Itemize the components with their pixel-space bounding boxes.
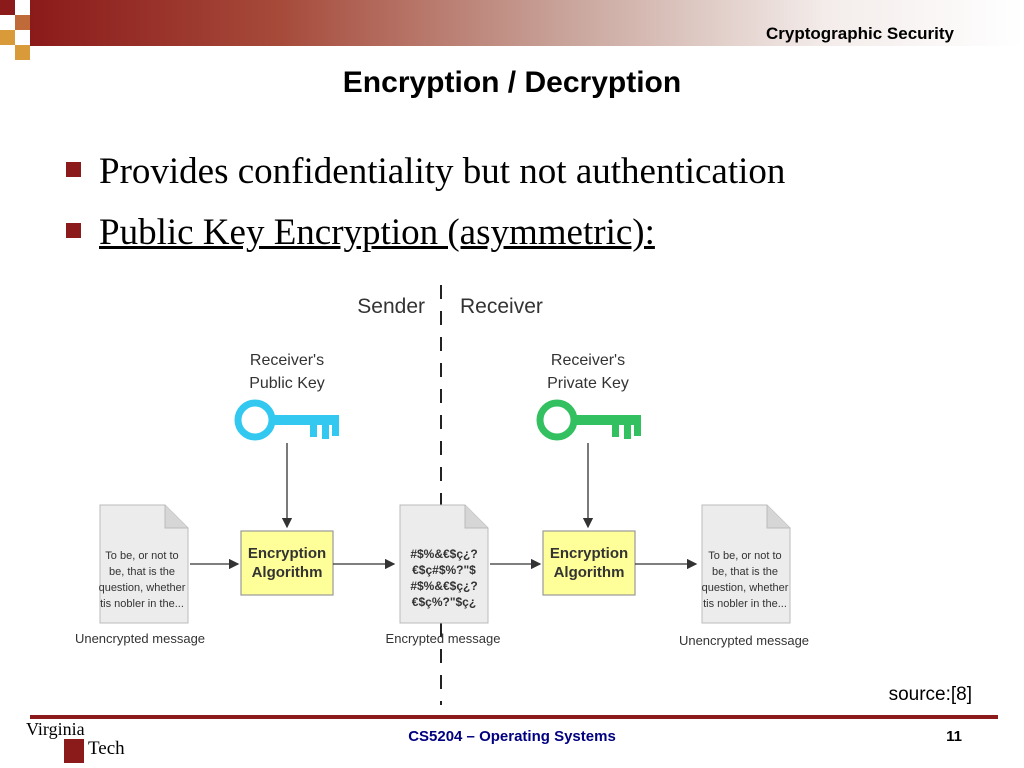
cipher-text-1: #$%&€$ç¿? [410, 547, 478, 561]
cipher-text-4: €$ç%?"$ç¿ [411, 595, 477, 609]
decryption-algorithm-box [543, 531, 635, 595]
unencrypted-label-right: Unencrypted message [678, 633, 810, 648]
source-citation: source:[8] [888, 684, 972, 705]
bullet-2-text: Public Key Encryption (asymmetric): [99, 212, 655, 253]
private-key-label-line1: Receiver's [550, 352, 626, 369]
bullet-square-icon [66, 162, 81, 177]
cipher-text-3: #$%&€$ç¿? [410, 579, 478, 593]
plain-text-right-1: To be, or not to [708, 550, 782, 562]
encryption-box-line1: Encryption [247, 545, 327, 562]
encryption-algorithm-box [241, 531, 333, 595]
plain-text-right-4: tis nobler in the... [703, 598, 787, 610]
private-key-icon [540, 403, 641, 439]
public-key-label-line1: Receiver's [249, 352, 325, 369]
plain-text-right-3: question, whether [701, 582, 789, 594]
encrypted-label: Encrypted message [385, 631, 501, 646]
plain-text-left-2: be, that is the [108, 566, 176, 578]
footer-divider [30, 715, 998, 719]
logo-text-bottom: Tech [88, 738, 125, 759]
plain-text-left-4: tis nobler in the... [100, 598, 184, 610]
plain-text-right-2: be, that is the [711, 566, 779, 578]
bullet-1-text: Provides confidentiality but not authentication [99, 151, 786, 192]
header-title: Cryptographic Security [766, 24, 954, 43]
footer-course: CS5204 – Operating Systems [408, 728, 616, 745]
bullet-2 [66, 211, 655, 254]
bullet-1 [66, 150, 785, 193]
slide-title: Encryption / Decryption [342, 66, 682, 99]
encryption-box-line2: Algorithm [251, 564, 323, 581]
plain-text-left-3: question, whether [98, 582, 186, 594]
page-number: 11 [946, 728, 962, 745]
decryption-box-line2: Algorithm [553, 564, 625, 581]
sender-label: Sender [357, 295, 425, 318]
plain-text-left-1: To be, or not to [105, 550, 179, 562]
public-key-diagram [60, 275, 820, 710]
public-key-icon [238, 403, 339, 439]
bullet-square-icon [66, 223, 81, 238]
private-key-label-line2: Private Key [547, 375, 629, 392]
cipher-text-2: €$ç#$%?"$ [412, 563, 476, 577]
unencrypted-label-left: Unencrypted message [74, 631, 206, 646]
logo-text-top: Virginia [26, 719, 85, 739]
decryption-box-line1: Encryption [549, 545, 629, 562]
receiver-label: Receiver [460, 295, 543, 318]
public-key-label-line2: Public Key [249, 375, 325, 392]
